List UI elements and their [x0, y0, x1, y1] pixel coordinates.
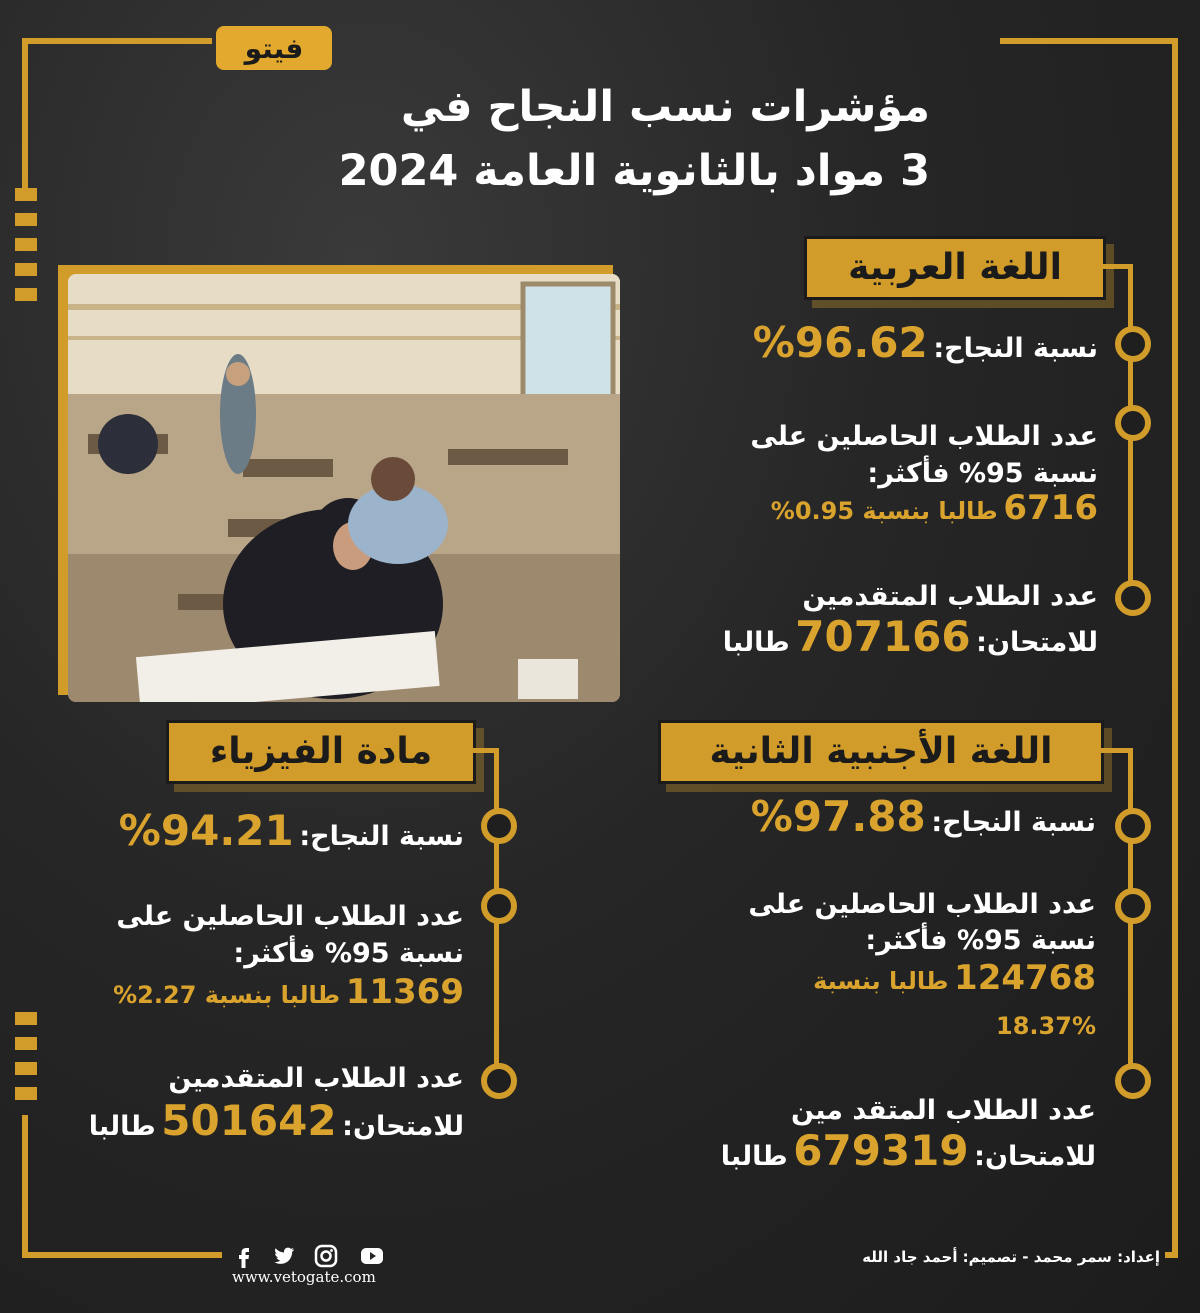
physics-dot-3: [481, 1063, 517, 1099]
arabic-top-count: 6716: [1003, 488, 1098, 528]
frame-left: [22, 38, 28, 193]
arabic-applicants-value: 707166: [795, 612, 971, 661]
physics-applicants-value: 501642: [161, 1096, 337, 1145]
foreign-pass-row: [676, 792, 1096, 841]
decor-bars-top: [15, 188, 37, 301]
section-header-arabic: اللغة العربية: [804, 236, 1106, 300]
frame-bottom-left: [22, 1252, 222, 1258]
physics-top-rate: طالبا بنسبة 2.27%: [113, 981, 341, 1009]
foreign-applicants-value: 679319: [793, 1126, 969, 1175]
footer-credit: إعداد: سمر محمد - تصميم: أحمد جاد الله: [862, 1248, 1160, 1266]
foreign-applicants-label-1: عدد الطلاب المتقد مين: [790, 1095, 1096, 1126]
section-header-foreign: اللغة الأجنبية الثانية: [658, 720, 1104, 784]
foreign-top-label-2: نسبة 95% فأكثر:: [865, 925, 1096, 956]
arabic-pass-value: 96.62%: [752, 318, 928, 367]
foreign-applicants-label-2: للامتحان:: [974, 1141, 1096, 1172]
physics-applicants-unit: طالبا: [88, 1111, 156, 1142]
arabic-applicants-label-2: للامتحان:: [976, 627, 1098, 658]
foreign-applicants-row: [656, 1126, 1096, 1175]
arabic-pass-label: نسبة النجاح:: [933, 333, 1098, 364]
physics-top-label-2: نسبة 95% فأكثر:: [233, 938, 464, 969]
arabic-top-label-2: نسبة 95% فأكثر:: [867, 458, 1098, 489]
arabic-dot-3: [1115, 580, 1151, 616]
frame-top-right: [1000, 38, 1178, 44]
arabic-pass-row: [678, 318, 1098, 367]
website-link[interactable]: www.vetogate.com: [232, 1268, 376, 1286]
foreign-applicants-unit: طالبا: [720, 1141, 788, 1172]
facebook-icon[interactable]: [232, 1244, 256, 1268]
arabic-top-label-1: عدد الطلاب الحاصلين على: [750, 421, 1098, 452]
arabic-applicants-unit: طالبا: [722, 627, 790, 658]
physics-pass-value: 94.21%: [118, 806, 294, 855]
frame-left-bottom: [22, 1115, 28, 1258]
foreign-top-row: [676, 958, 1096, 998]
arabic-applicants-label-1: عدد الطلاب المتقدمين: [802, 581, 1098, 612]
foreign-top-rate-label: طالبا بنسبة: [813, 967, 949, 995]
physics-applicants-row: [44, 1096, 464, 1145]
arabic-dot-1: [1115, 326, 1151, 362]
foreign-pass-value: 97.88%: [750, 792, 926, 841]
foreign-pass-label: نسبة النجاح:: [931, 807, 1096, 838]
exam-hall-illustration: [68, 274, 620, 702]
decor-bars-bottom: [15, 1012, 37, 1100]
physics-applicants-label-1: عدد الطلاب المتقدمين: [168, 1063, 464, 1094]
physics-pass-label: نسبة النجاح:: [299, 821, 464, 852]
brand-logo[interactable]: فيتو: [216, 26, 332, 70]
arabic-top-row: [658, 488, 1098, 528]
title-line-1: مؤشرات نسب النجاح في: [400, 82, 930, 132]
frame-top-left: [22, 38, 212, 44]
arabic-top-rate: طالبا بنسبة 0.95%: [770, 497, 998, 525]
foreign-dot-1: [1115, 808, 1151, 844]
physics-top-row: [44, 972, 464, 1012]
physics-dot-2: [481, 888, 517, 924]
twitter-icon[interactable]: [272, 1244, 296, 1268]
arabic-applicants-row: [658, 612, 1098, 661]
frame-right: [1172, 38, 1178, 1258]
section-header-physics: مادة الفيزياء: [166, 720, 476, 784]
frame-bottom-right: [1165, 1252, 1178, 1258]
physics-dot-1: [481, 808, 517, 844]
arabic-dot-2: [1115, 405, 1151, 441]
foreign-dot-3: [1115, 1063, 1151, 1099]
physics-pass-row: [84, 806, 464, 855]
instagram-icon[interactable]: [314, 1244, 338, 1268]
foreign-top-count: 124768: [954, 958, 1096, 998]
exam-hall-photo: [68, 274, 620, 702]
foreign-top-label-1: عدد الطلاب الحاصلين على: [748, 889, 1096, 920]
physics-top-count: 11369: [345, 972, 464, 1012]
physics-top-label-1: عدد الطلاب الحاصلين على: [116, 901, 464, 932]
foreign-dot-2: [1115, 888, 1151, 924]
youtube-icon[interactable]: [360, 1244, 384, 1268]
page-title: [200, 75, 930, 203]
foreign-connector-top: [1098, 748, 1132, 753]
physics-applicants-label-2: للامتحان:: [342, 1111, 464, 1142]
foreign-top-rate-value: 18.37%: [996, 1012, 1096, 1040]
title-line-2: 3 مواد بالثانوية العامة 2024: [338, 146, 930, 196]
